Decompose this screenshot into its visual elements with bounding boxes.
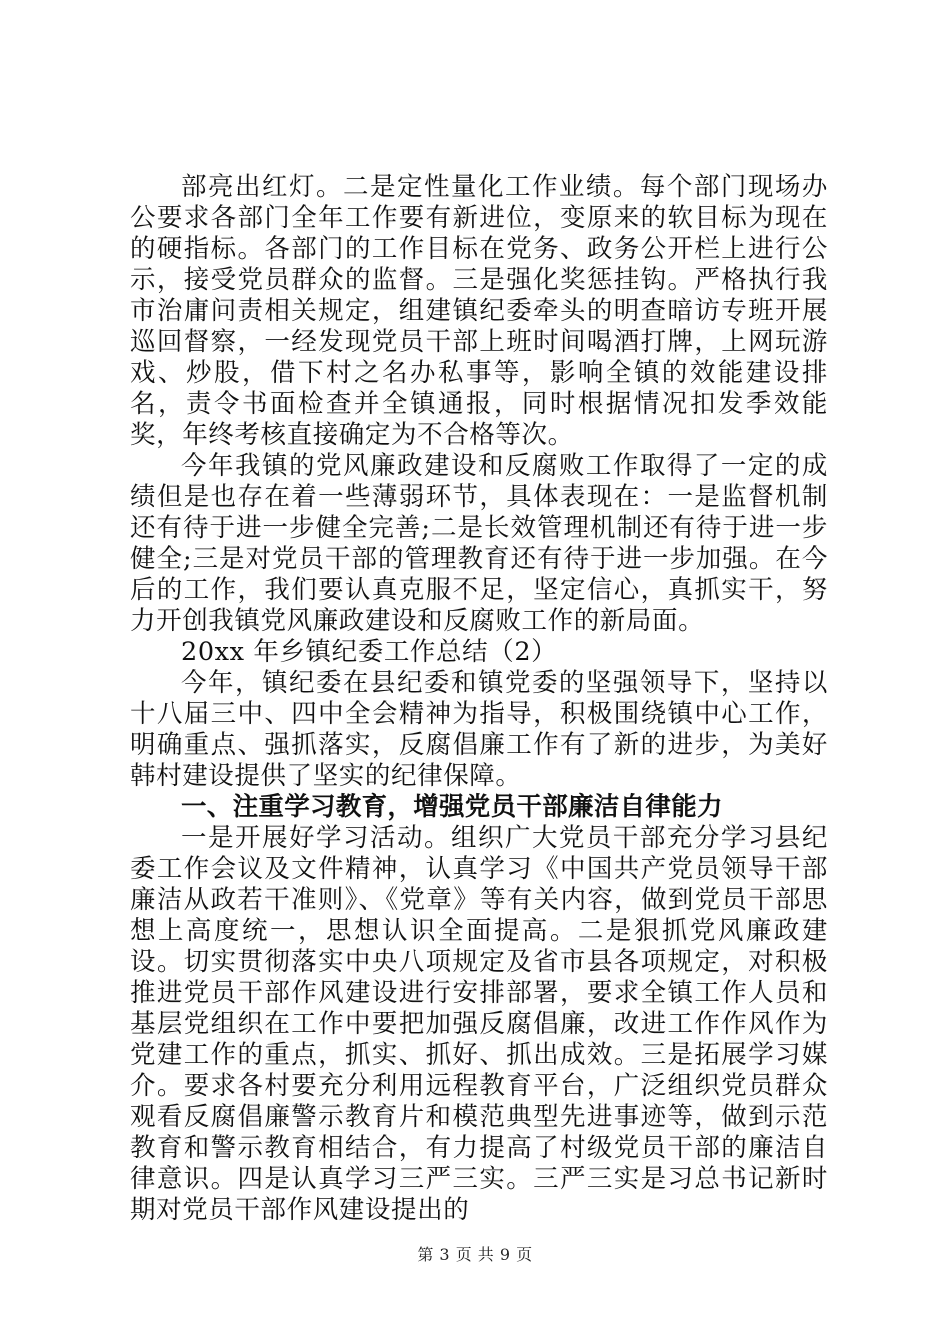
paragraph-summary: 今年我镇的党风廉政建设和反腐败工作取得了一定的成绩但是也存在着一些薄弱环节，具体表现在：一是监督机制还有待于进一步健全完善;二是长效管理机制还有待于进一步健全;三是对党员干部的管理教育还有待于进一步加强。在今后的工作，我们要认真克服不足，坚定信心，真抓实干，努力开创我镇党风廉政建设和反腐败工作的新局面。 [130, 451, 828, 636]
paragraph-intro: 今年，镇纪委在县纪委和镇党委的坚强领导下，坚持以十八届三中、四中全会精神为指导，积极围绕镇中心工作，明确重点、强抓落实，反腐倡廉工作有了新的进步，为美好韩村建设提供了坚实的纪律保障。 [130, 668, 828, 791]
page-number-footer: 第 3 页 共 9 页 [417, 1245, 533, 1264]
section-subtitle: 20xx 年乡镇纪委工作总结（2） [181, 637, 558, 667]
document-body [130, 172, 828, 1226]
paragraph-continuation: 部亮出红灯。二是定性量化工作业绩。每个部门现场办公要求各部门全年工作要有新进位，变原来的软目标为现在的硬指标。各部门的工作目标在党务、政务公开栏上进行公示，接受党员群众的监督。三是强化奖惩挂钩。严格执行我市治庸问责相关规定，组建镇纪委牵头的明查暗访专班开展巡回督察，一经发现党员干部上班时间喝酒打牌，上网玩游戏、炒股，借下村之名办私事等，影响全镇的效能建设排名，责令书面检查并全镇通报，同时根据情况扣发季效能奖，年终考核直接确定为不合格等次。 [130, 172, 828, 450]
section-heading: 一、注重学习教育，增强党员干部廉洁自律能力 [181, 792, 723, 822]
paragraph-body: 一是开展好学习活动。组织广大党员干部充分学习县纪委工作会议及文件精神，认真学习《中国共产党员领导干部廉洁从政若干准则》、《党章》等有关内容，做到党员干部思想上高度统一，思想认识全面提高。二是狠抓党风廉政建设。切实贯彻落实中央八项规定及省市县各项规定，对积极推进党员干部作风建设进行安排部署，要求全镇工作人员和基层党组织在工作中要把加强反腐倡廉，改进工作作风作为党建工作的重点，抓实、抓好、抓出成效。三是拓展学习媒介。要求各村要充分利用远程教育平台，广泛组织党员群众观看反腐倡廉警示教育片和模范典型先进事迹等，做到示范教育和警示教育相结合，有力提高了村级党员干部的廉洁自律意识。四是认真学习三严三实。三严三实是习总书记新时期对党员干部作风建设提出的 [130, 823, 828, 1225]
